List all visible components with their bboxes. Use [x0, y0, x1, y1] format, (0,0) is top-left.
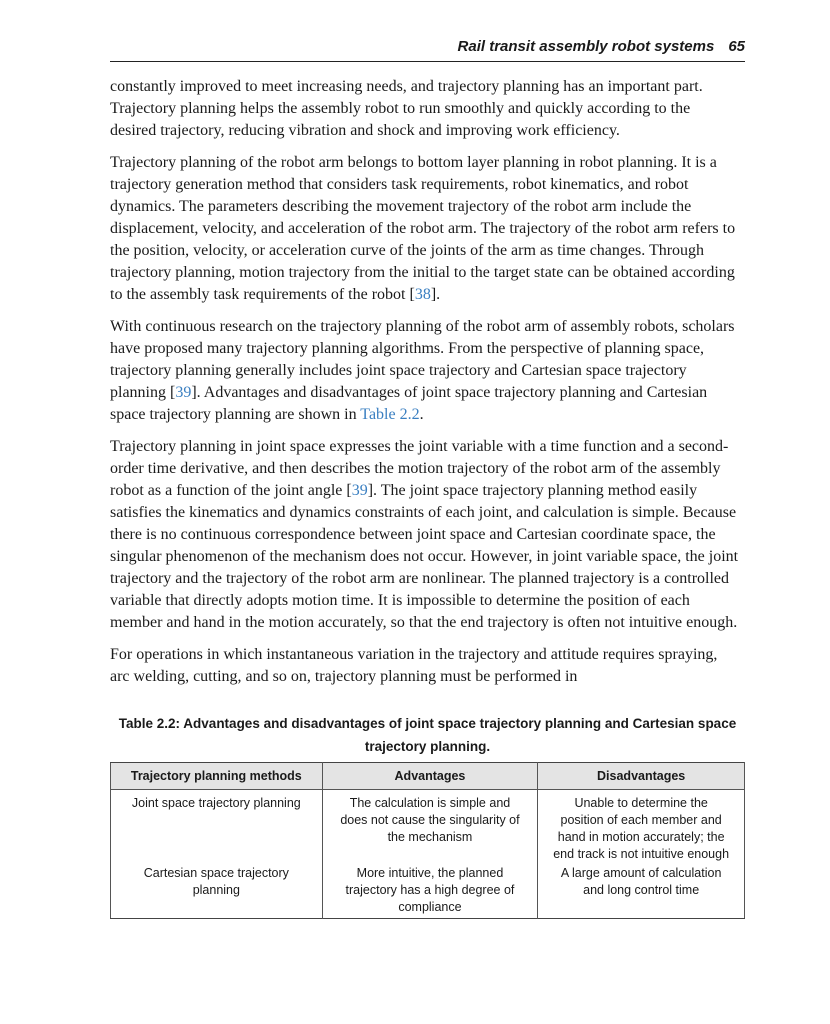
- running-header: [110, 38, 745, 62]
- citation-link[interactable]: 38: [414, 286, 431, 303]
- column-header: Disadvantages: [538, 763, 745, 790]
- paragraph: [110, 316, 740, 426]
- table-cell: Unable to determine the position of each member and hand in motion accurately; the end track is not intuitive enough: [538, 790, 745, 864]
- paragraph: [110, 436, 740, 634]
- paragraph-text: Trajectory planning of the robot arm belongs to bottom layer planning in robot planning. It is a trajectory generation method that considers task requirements, robot kinematics, and robot dynamics. The parameters describing the movement trajectory of the robot arm include the displacement, velocity, and acceleration of the robot arm. The trajectory of the robot arm refers to the position, velocity, or acceleration curve of the joints of the arm as time changes. Through trajectory planning, motion trajectory from the initial to the target state can be obtained according to the assembly task requirements of the robot [: [110, 154, 736, 303]
- citation-link[interactable]: 39: [351, 482, 368, 499]
- table-header-row: [111, 763, 745, 790]
- paragraph: [110, 152, 740, 306]
- running-title: Rail transit assembly robot systems: [457, 38, 715, 55]
- page-number: 65: [728, 38, 745, 55]
- column-header: Advantages: [322, 763, 538, 790]
- paragraph-text: ].: [430, 286, 441, 303]
- paragraph: constantly improved to meet increasing needs, and trajectory planning has an important part. Trajectory planning helps the assembly robot to run smoothly and quickly according to the desired trajectory, reducing vibration and shock and improving work efficiency.: [110, 78, 703, 139]
- comparison-table: [110, 762, 745, 919]
- table-cell: Cartesian space trajectory planning: [143, 866, 289, 897]
- paragraph-text: Trajectory planning in joint space expresses the joint variable with a time function and a second-order time derivative, and then describes the motion trajectory of the robot arm of the assembly robot as a function of the joint angle [: [110, 438, 729, 499]
- table-cell: A large amount of calculation and long control time: [538, 863, 745, 919]
- paragraph: For operations in which instantaneous variation in the trajectory and attitude requires spraying, arc welding, cutting, and so on, trajectory planning must be performed in: [110, 646, 718, 685]
- table-caption: Table 2.2: Advantages and disadvantages of joint space trajectory planning and Cartesian space trajectory planning.: [118, 716, 737, 754]
- table-cell: More intuitive, the planned trajectory has a high degree of compliance: [322, 863, 538, 919]
- table-row: [111, 790, 745, 864]
- paragraph-text: .: [419, 406, 424, 423]
- paragraph-text: ]. The joint space trajectory planning method easily satisfies the kinematics and dynamics constraints of each joint, and calculation is simple. Because there is no continuous correspondence between joint space and Cartesian coordinate space, the singular phenomenon of the mechanism does not occur. However, in joint variable space, the joint trajectory and the trajectory of the robot arm are nonlinear. The planned trajectory is a controlled variable that directly adopts motion time. It is impossible to determine the position of each member and hand in the motion accurately, so that the end trajectory is often not intuitive enough.: [110, 482, 739, 631]
- table-cell: The calculation is simple and does not cause the singularity of the mechanism: [322, 790, 538, 864]
- table-cell: Joint space trajectory planning: [131, 796, 301, 810]
- column-header: Trajectory planning methods: [111, 763, 323, 790]
- paragraph-text: ]. Advantages and disadvantages of joint space trajectory planning and Cartesian space trajectory planning are shown in: [110, 384, 708, 423]
- table-link[interactable]: Table 2.2: [360, 406, 420, 423]
- table-row: [111, 863, 745, 919]
- body-text: [110, 76, 740, 698]
- paragraph-text: With continuous research on the trajectory planning of the robot arm of assembly robots, scholars have proposed many trajectory planning algorithms. From the perspective of planning space, trajectory planning generally includes joint space trajectory and Cartesian space trajectory planning [: [110, 318, 735, 401]
- citation-link[interactable]: 39: [175, 384, 192, 401]
